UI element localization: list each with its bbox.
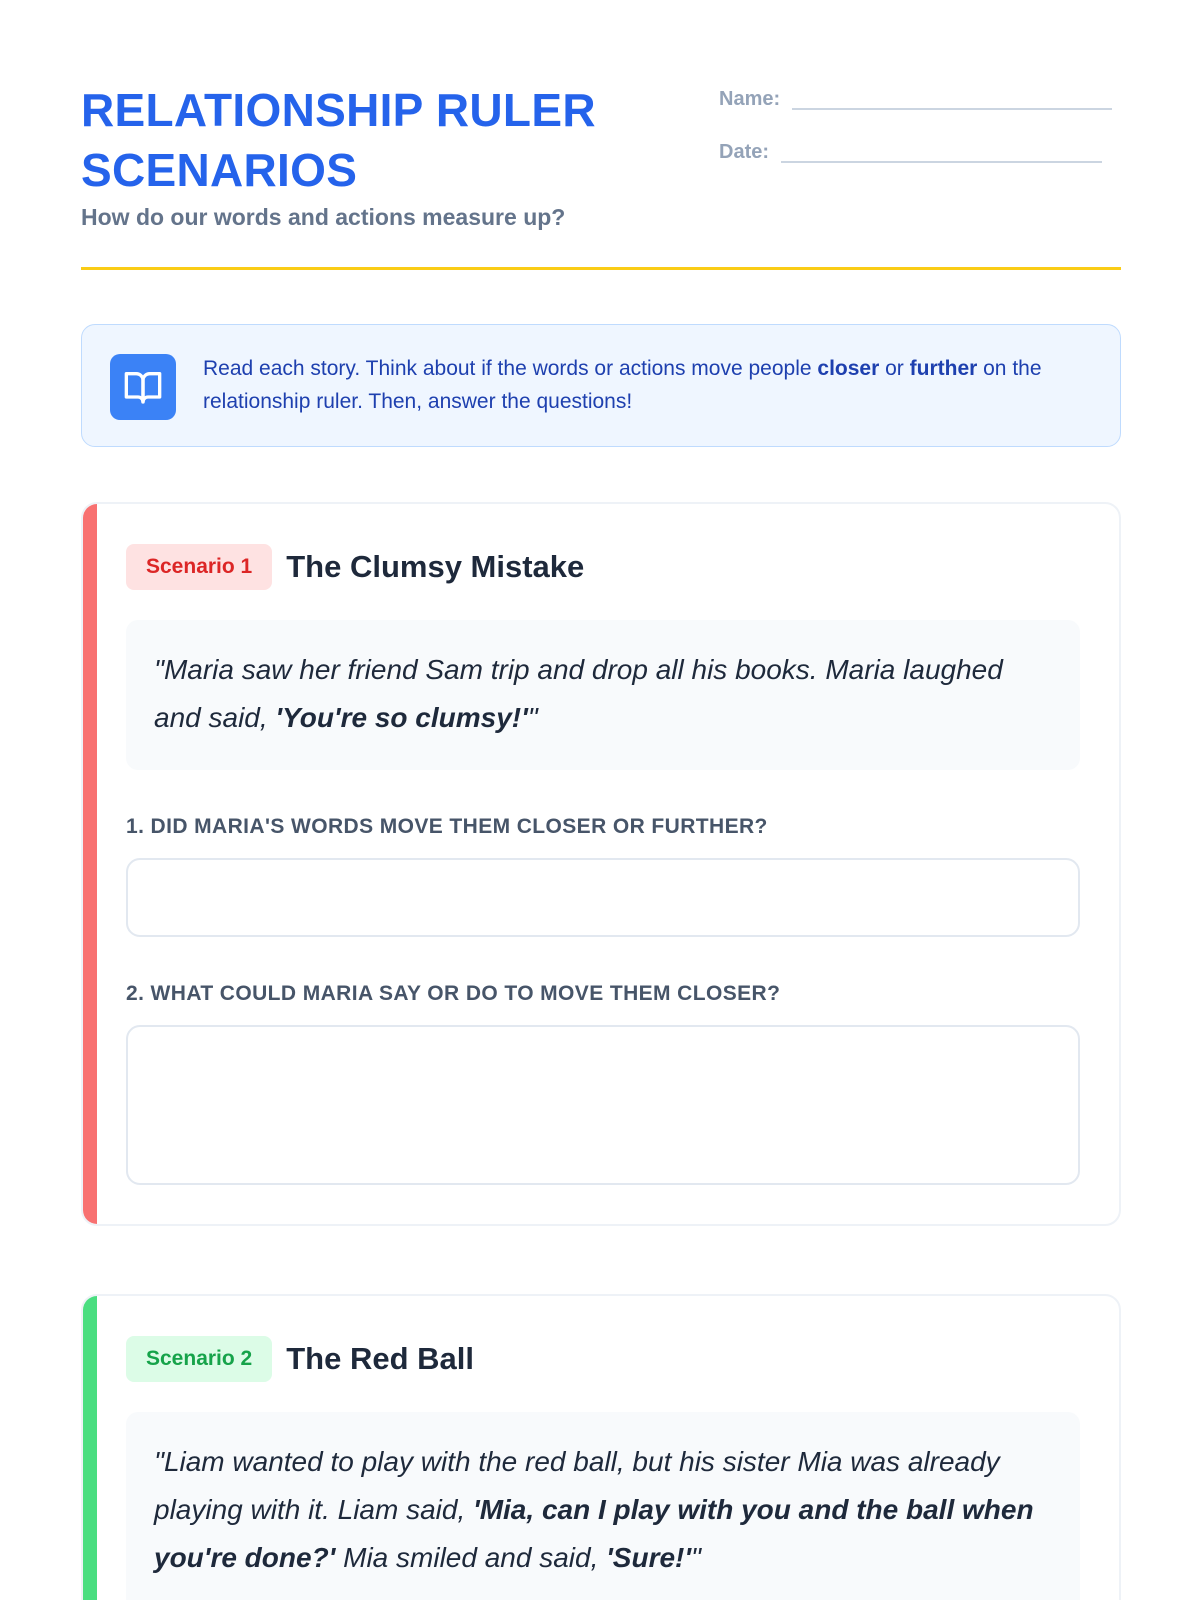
scenario-title: The Red Ball: [286, 1341, 474, 1376]
page-title: RELATIONSHIP RULER SCENARIOS: [81, 84, 596, 196]
instructions-box: [81, 324, 1121, 447]
story-text: Mia smiled and said,: [335, 1542, 607, 1573]
instructions-text: [203, 352, 1098, 418]
story-text: "Maria saw her friend Sam trip and drop all his books. Maria laughed and said,: [154, 654, 1003, 733]
worksheet-header: [81, 80, 1121, 270]
name-row: [719, 88, 1112, 110]
story-quote-bold: 'Sure!': [606, 1542, 692, 1573]
answer-2-field[interactable]: [126, 1025, 1080, 1185]
instructions-text-part: on the relationship ruler. Then, answer the questions!: [203, 357, 1042, 413]
story-text: ": [691, 1542, 701, 1573]
date-label: Date:: [719, 141, 770, 163]
further-word: further: [909, 357, 978, 380]
instructions-text-part: Read each story. Think about if the words or actions move people: [203, 357, 818, 380]
scenario-accent-bar: [83, 1296, 97, 1600]
question-1-label: 1. DID MARIA'S WORDS MOVE THEM CLOSER OR FURTHER?: [126, 815, 768, 838]
story-text: ": [527, 702, 538, 733]
scenario-title: The Clumsy Mistake: [286, 549, 585, 584]
name-label: Name:: [719, 88, 781, 110]
story-text: "Liam wanted to play with the red ball, but his sister Mia was already playing with it. Liam said,: [154, 1446, 1000, 1525]
date-field[interactable]: [781, 141, 1102, 163]
question-2-label: 2. WHAT COULD MARIA SAY OR DO TO MOVE THEM CLOSER?: [126, 982, 781, 1005]
story-quote-bold: 'Mia, can I play with you and the ball when you're done?': [154, 1494, 1034, 1573]
scenario-card-1: [81, 502, 1121, 1226]
scenario-story: [126, 620, 1080, 770]
scenario-accent-bar: [83, 504, 97, 1224]
scenario-heading: [126, 1336, 474, 1382]
story-quote-bold: 'You're so clumsy!': [275, 702, 528, 733]
closer-word: closer: [817, 357, 880, 380]
answer-1-field[interactable]: [126, 858, 1080, 937]
page-subtitle: How do our words and actions measure up?: [81, 204, 566, 230]
name-field[interactable]: [792, 88, 1112, 110]
instructions-text-part: or: [879, 357, 910, 380]
scenario-tag: Scenario 2: [126, 1336, 272, 1382]
scenario-heading: [126, 544, 584, 590]
header-divider: [81, 267, 1121, 270]
scenario-card-2: [81, 1294, 1121, 1600]
open-book-icon: [110, 354, 176, 420]
date-row: [719, 141, 1102, 163]
scenario-story: [126, 1412, 1080, 1600]
scenario-tag: Scenario 1: [126, 544, 272, 590]
